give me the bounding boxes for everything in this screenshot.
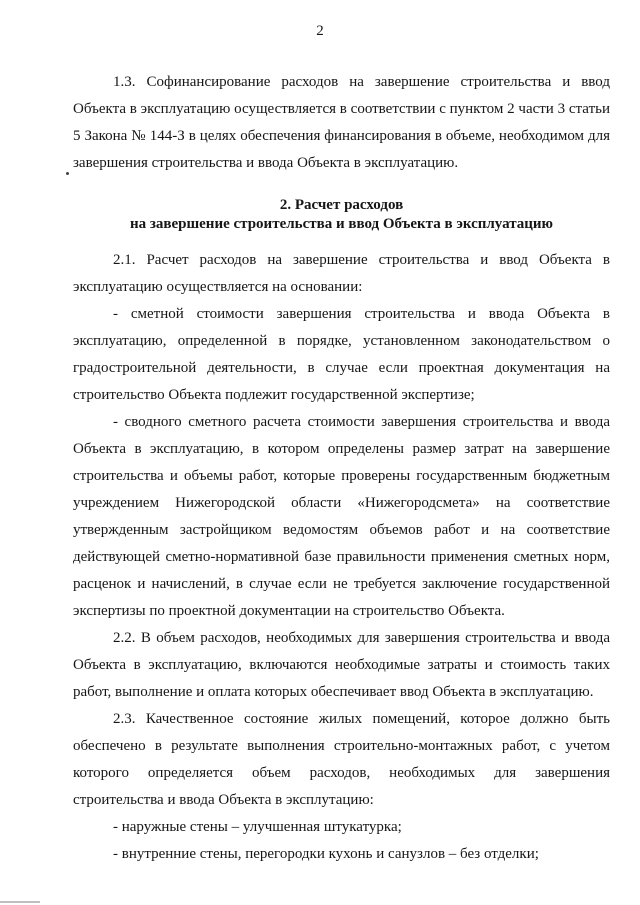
paragraph-2-1-item-2: - сводного сметного расчета стоимости завершения строительства и ввода Объекта в эксплуатацию, в котором определены размер затрат на завершение строительства и объемы работ, которые проверены государственным бюджетным учреждением Нижегородской области «Нижегородсмета» на соответствие утвержденным застройщиком ведомостям объемов работ и на соответствие действующей сметно-нормативной базе правильности применения сметных норм, расценок и начислений, в случае если не требуется заключение государственной экспертизы по проектной документации на строительство Объекта. bbox=[73, 414, 610, 619]
paragraph-2-3-intro: 2.3. Качественное состояние жилых помещений, которое должно быть обеспечено в результате выполнения строительно-монтажных работ, с учетом которого определяется объем расходов, необходимых для завершения строительства и ввода Объекта в эксплутацию: bbox=[73, 711, 610, 808]
paragraph-2-1-intro: 2.1. Расчет расходов на завершение строительства и ввод Объекта в эксплуатацию осуществляется на основании: bbox=[73, 252, 610, 295]
scan-speck bbox=[66, 172, 69, 175]
section-2-body bbox=[73, 247, 610, 868]
scan-edge-mark bbox=[0, 901, 40, 903]
heading-line-2: на завершение строительства и ввод Объекта в эксплуатацию bbox=[129, 216, 554, 232]
page-number: 2 bbox=[316, 23, 324, 39]
paragraph-2-2: 2.2. В объем расходов, необходимых для завершения строительства и ввода Объекта в эксплуатацию, включаются необходимые затраты и стоимость таких работ, выполнение и оплата которых обеспечивает ввод Объекта в эксплуатацию. bbox=[73, 630, 610, 700]
heading-line-1: 2. Расчет расходов bbox=[279, 197, 404, 213]
paragraph-2-3-item-2: - внутренние стены, перегородки кухонь и санузлов – без отделки; bbox=[113, 846, 539, 862]
section-2-heading bbox=[73, 196, 610, 234]
paragraph-2-3-item-1: - наружные стены – улучшенная штукатурка; bbox=[113, 819, 402, 835]
paragraph-2-1-item-1: - сметной стоимости завершения строительства и ввода Объекта в эксплуатацию, определенной в порядке, установленном законодательством о градостроительной деятельности, в случае если проектная документация на строительство Объекта подлежит государственной экспертизе; bbox=[73, 306, 610, 403]
section-1-3 bbox=[73, 69, 610, 177]
paragraph-1-3: 1.3. Софинансирование расходов на завершение строительства и ввод Объекта в эксплуатацию осуществляется в соответствии с пунктом 2 части 3 статьи 5 Закона № 144-З в целях обеспечения финансирования в объеме, необходимом для завершения строительства и ввода Объекта в эксплуатацию. bbox=[73, 74, 610, 171]
